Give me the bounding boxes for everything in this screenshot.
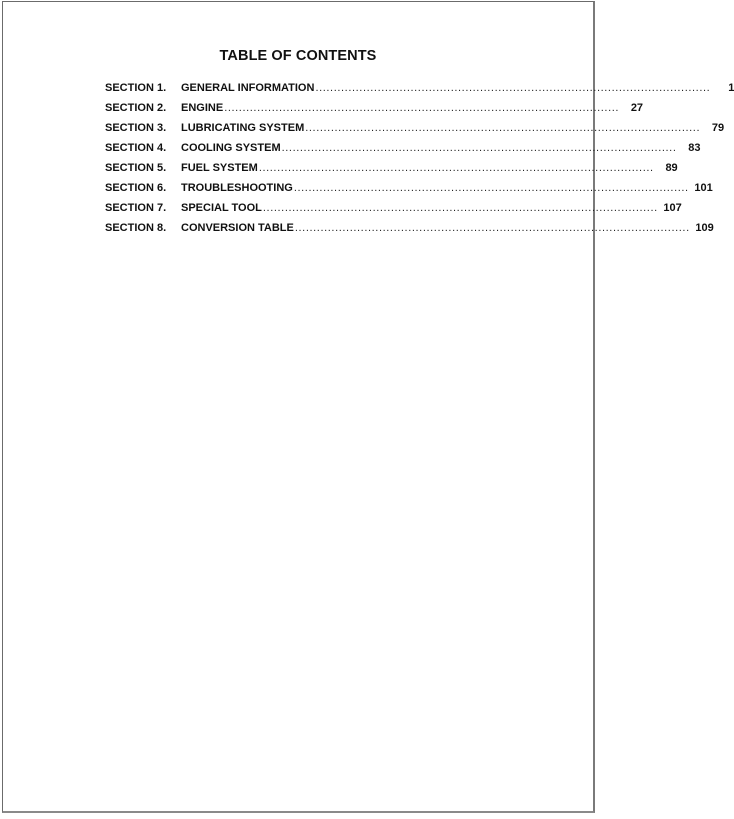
toc-entry-7 — [105, 202, 682, 222]
dot-leader: ............................................................................................................ — [258, 162, 654, 174]
section-title: SPECIAL TOOL — [181, 202, 262, 214]
page-number: 1 — [728, 82, 734, 94]
section-number: SECTION 1. — [105, 82, 167, 94]
table-of-contents — [105, 82, 734, 242]
section-number: SECTION 5. — [105, 162, 167, 174]
page-number: 101 — [694, 182, 713, 194]
dot-leader: ............................................................................................................ — [294, 222, 690, 234]
page-number: 107 — [663, 202, 682, 214]
section-number: SECTION 6. — [105, 182, 167, 194]
section-title: COOLING SYSTEM — [181, 142, 281, 154]
section-number: SECTION 4. — [105, 142, 167, 154]
toc-entry-8 — [105, 222, 714, 242]
section-number: SECTION 2. — [105, 102, 167, 114]
toc-entry-6 — [105, 182, 713, 202]
page-number: 27 — [630, 102, 644, 114]
section-title: CONVERSION TABLE — [181, 222, 294, 234]
toc-entry-4 — [105, 142, 701, 162]
dot-leader: ............................................................................................................ — [305, 122, 701, 134]
section-title: TROUBLESHOOTING — [181, 182, 293, 194]
page-title: TABLE OF CONTENTS — [219, 48, 377, 64]
section-title: FUEL SYSTEM — [181, 162, 258, 174]
section-number: SECTION 7. — [105, 202, 167, 214]
dot-leader: ............................................................................................................ — [224, 102, 620, 114]
toc-entry-1 — [105, 82, 734, 102]
page-number: 109 — [695, 222, 714, 234]
section-number: SECTION 3. — [105, 122, 167, 134]
section-title: LUBRICATING SYSTEM — [181, 122, 305, 134]
toc-entry-2 — [105, 102, 644, 122]
dot-leader: ............................................................................................................ — [315, 82, 711, 94]
document-page — [2, 1, 734, 813]
toc-entry-3 — [105, 122, 725, 142]
dot-leader: ............................................................................................................ — [281, 142, 677, 154]
page-number: 83 — [688, 142, 701, 154]
section-number: SECTION 8. — [105, 222, 167, 234]
section-title: GENERAL INFORMATION — [181, 82, 315, 94]
toc-entry-5 — [105, 162, 678, 182]
page-number: 89 — [665, 162, 678, 174]
dot-leader: ............................................................................................................ — [262, 202, 658, 214]
page-number: 79 — [711, 122, 725, 134]
section-title: ENGINE — [181, 102, 224, 114]
dot-leader: ............................................................................................................ — [293, 182, 689, 194]
